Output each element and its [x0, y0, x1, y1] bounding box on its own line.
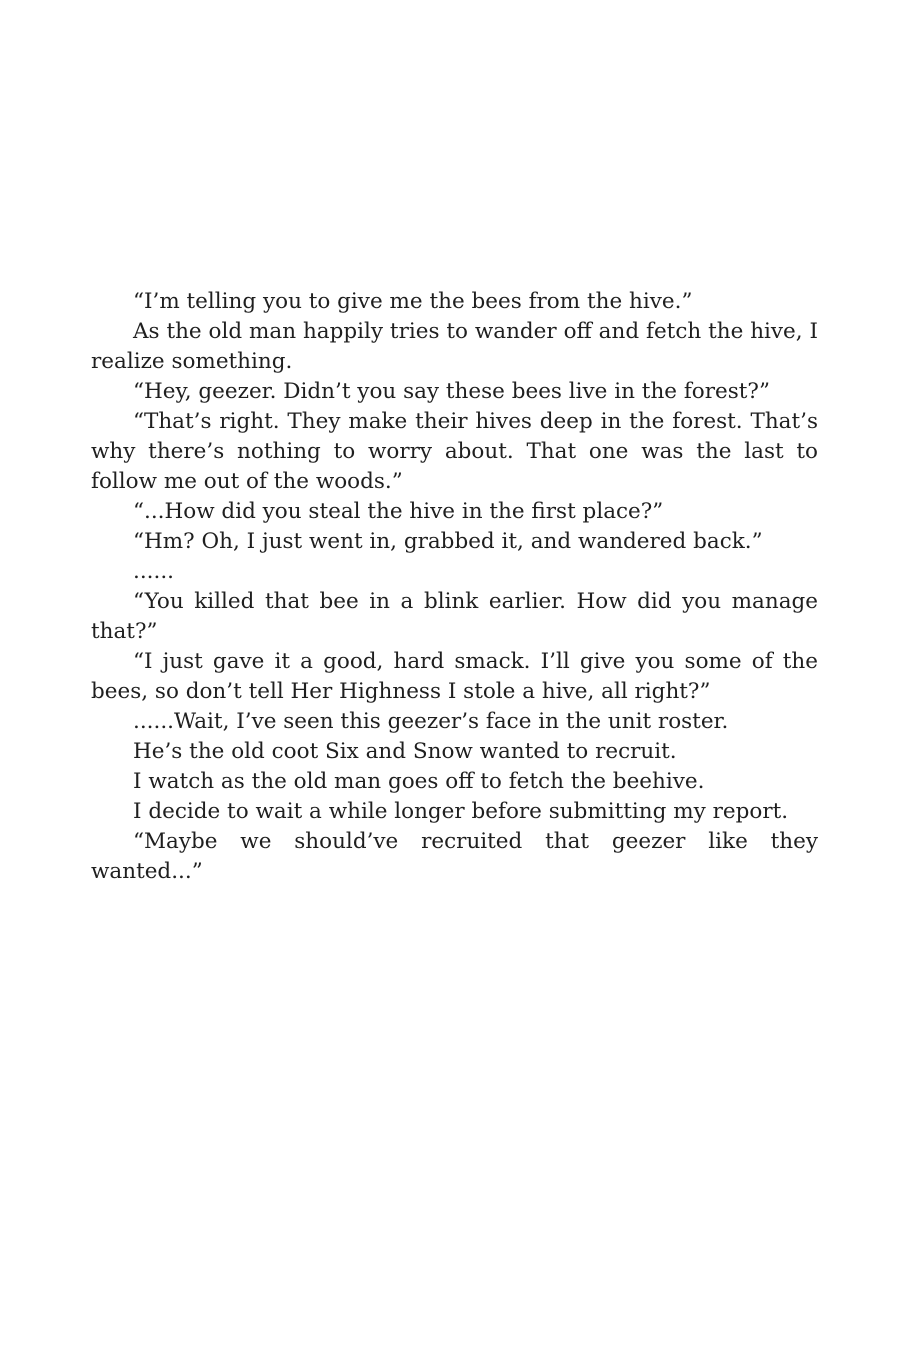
paragraph: “I just gave it a good, hard smack. I’ll give you some of the bees, so don’t tell Her Highness I stole a hive, all right?”: [91, 649, 818, 704]
paragraph: “I’m telling you to give me the bees from the hive.”: [133, 289, 693, 314]
paragraph: “You killed that bee in a blink earlier. How did you manage that?”: [91, 589, 818, 644]
body-text: [91, 287, 818, 887]
paragraph: “That’s right. They make their hives deep in the forest. That’s why there’s nothing to worry about. That one was the last to follow me out of the woods.”: [91, 409, 818, 494]
paragraph: “...How did you steal the hive in the first place?”: [133, 499, 664, 524]
paragraph: “Maybe we should’ve recruited that geezer like they wanted...”: [91, 829, 818, 884]
paragraph: ......Wait, I’ve seen this geezer’s face in the unit roster.: [133, 709, 729, 734]
paragraph: I decide to wait a while longer before submitting my report.: [133, 799, 789, 824]
ellipsis-line: ......: [133, 559, 175, 584]
paragraph: I watch as the old man goes off to fetch the beehive.: [133, 769, 705, 794]
paragraph: “Hey, geezer. Didn’t you say these bees live in the forest?”: [133, 379, 770, 404]
paragraph: He’s the old coot Six and Snow wanted to recruit.: [133, 739, 677, 764]
paragraph: “Hm? Oh, I just went in, grabbed it, and wandered back.”: [133, 529, 763, 554]
paragraph: As the old man happily tries to wander off and fetch the hive, I realize something.: [91, 319, 818, 374]
